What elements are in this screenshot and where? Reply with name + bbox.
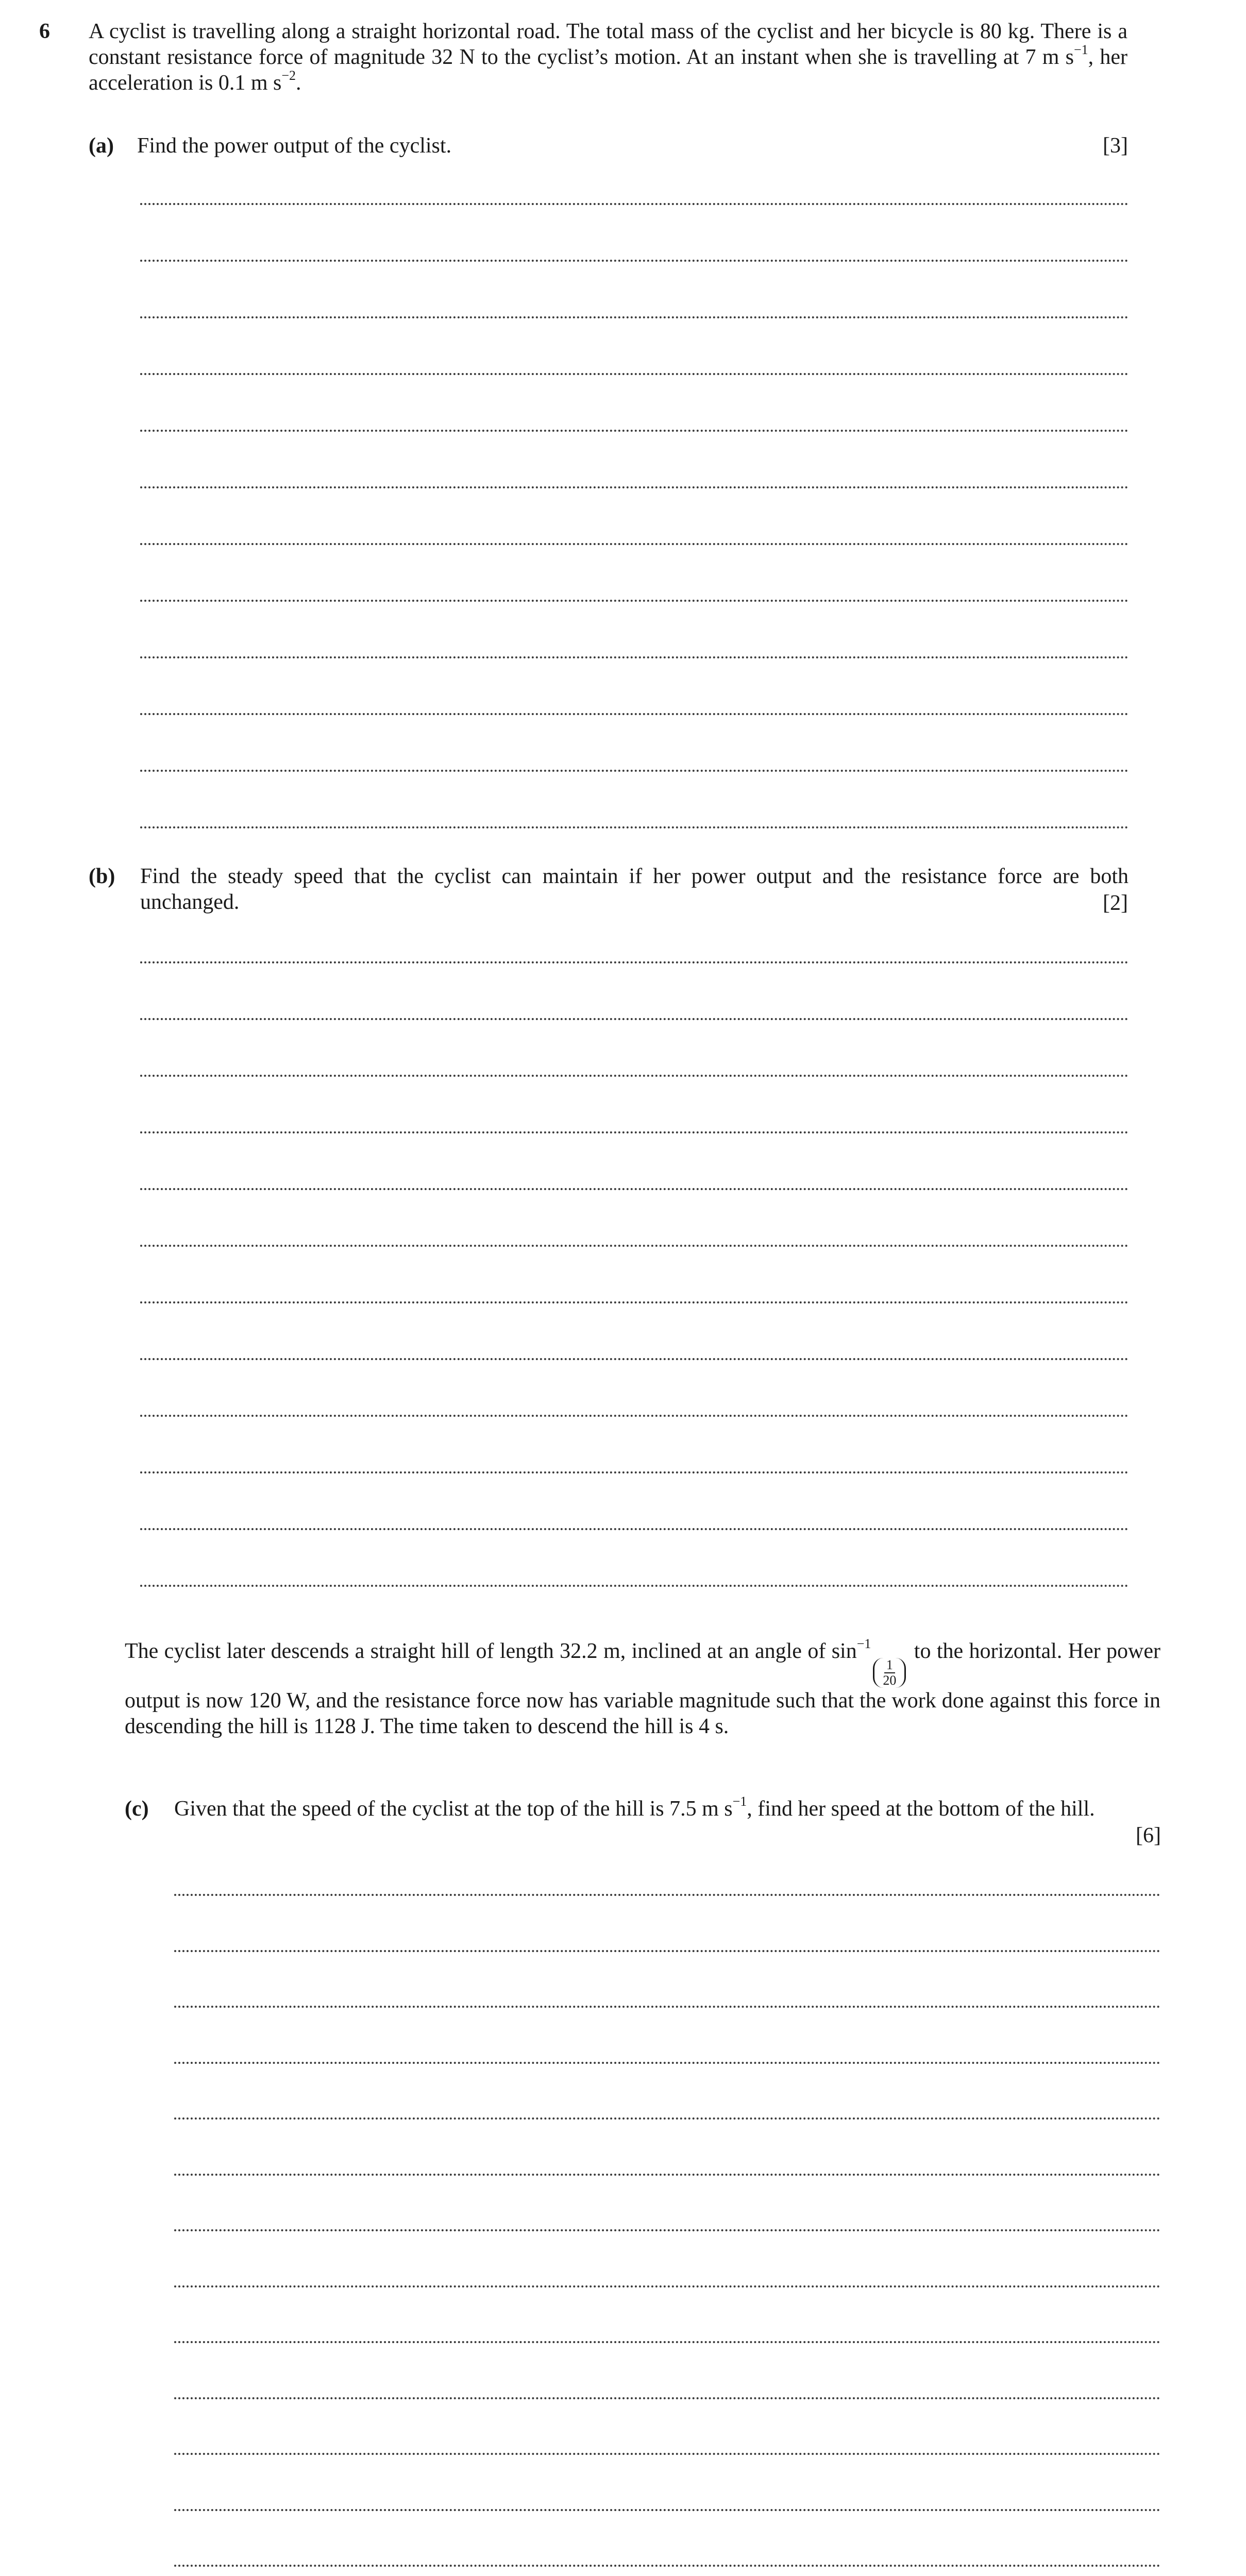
- answer-line: [174, 2285, 1160, 2287]
- answer-line: [140, 1018, 1129, 1020]
- stem-text-1: A cyclist is travelling along a straight horizontal road. The total mass of the cyclist and her bicycle is 80 kg. There is a constant resistance force of magnitude 32 N to the cyclist’s motion. At an instant when she is travelling at 7 m s: [89, 20, 1127, 69]
- part-a-label: (a): [89, 134, 114, 158]
- answer-line: [174, 2509, 1160, 2511]
- part-c-text-1: Given that the speed of the cyclist at the top of the hill is 7.5 m s: [174, 1797, 733, 1821]
- answer-line: [140, 600, 1129, 602]
- question-number: 6: [39, 20, 50, 43]
- inverse-sine-exponent: −1: [856, 1636, 871, 1651]
- answer-line: [140, 1301, 1129, 1303]
- answer-line: [140, 961, 1129, 963]
- answer-line: [140, 826, 1129, 828]
- answer-line: [140, 713, 1129, 715]
- part-c-marks: [6]: [1136, 1824, 1161, 1848]
- answer-line: [140, 656, 1129, 658]
- stem-exponent-1: −1: [1073, 42, 1088, 57]
- part-c-text-2: , find her speed at the bottom of the hill.: [747, 1797, 1095, 1821]
- answer-line: [174, 2117, 1160, 2120]
- part-a-marks: [3]: [1103, 134, 1128, 158]
- part-a-text: Find the power output of the cyclist.: [137, 134, 452, 158]
- answer-line: [140, 1358, 1129, 1360]
- answer-line: [174, 2341, 1160, 2343]
- answer-line: [140, 486, 1129, 488]
- answer-line: [140, 1188, 1129, 1190]
- part-c-exponent: −1: [732, 1794, 747, 1809]
- answer-line: [174, 1950, 1160, 1952]
- answer-line: [140, 1585, 1129, 1587]
- part-c-label: (c): [125, 1797, 149, 1821]
- stem-exponent-2: −2: [281, 68, 296, 83]
- answer-line: [140, 1075, 1129, 1077]
- answer-line: [140, 203, 1129, 205]
- answer-line: [140, 1528, 1129, 1530]
- answer-line: [140, 1131, 1129, 1133]
- hill-information: [125, 1638, 1160, 1739]
- answer-line: [174, 2174, 1160, 2176]
- answer-line: [140, 260, 1129, 262]
- answer-line: [174, 2006, 1160, 2008]
- answer-line: [140, 430, 1129, 432]
- answer-line: [140, 1471, 1129, 1473]
- info-text-1: The cyclist later descends a straight hill of length 32.2 m, inclined at an angle of sin: [125, 1639, 857, 1663]
- answer-line: [174, 2229, 1160, 2231]
- answer-line: [174, 2453, 1160, 2455]
- part-b-text: Find the steady speed that the cyclist can maintain if her power output and the resistance force are both unchanged.: [140, 865, 1129, 914]
- stem-text-2: , her acceleration is 0.1 m s: [89, 45, 1127, 95]
- fraction-numerator: 1: [884, 1658, 895, 1673]
- answer-line: [174, 1894, 1160, 1896]
- fraction-denominator: 20: [883, 1673, 897, 1688]
- part-b-label: (b): [89, 865, 115, 888]
- info-text-2: to the horizontal. Her power output is now 120 W, and the resistance force now has variable magnitude such that the work done against this force in descending the hill is 1128 J. The time taken to descend the hill is 4 s.: [125, 1639, 1160, 1738]
- answer-line: [140, 373, 1129, 375]
- angle-fraction: [873, 1658, 906, 1688]
- question-stem: [89, 19, 1127, 96]
- answer-line: [140, 543, 1129, 545]
- answer-line: [174, 2397, 1160, 2399]
- answer-line: [140, 316, 1129, 318]
- part-c-text: [174, 1796, 1160, 1822]
- answer-line: [174, 2062, 1160, 2064]
- answer-line: [140, 1245, 1129, 1247]
- answer-line: [140, 1415, 1129, 1417]
- part-b-marks: [2]: [1103, 891, 1128, 915]
- answer-line: [174, 2565, 1160, 2567]
- answer-line: [140, 770, 1129, 772]
- stem-text-3: .: [296, 71, 301, 95]
